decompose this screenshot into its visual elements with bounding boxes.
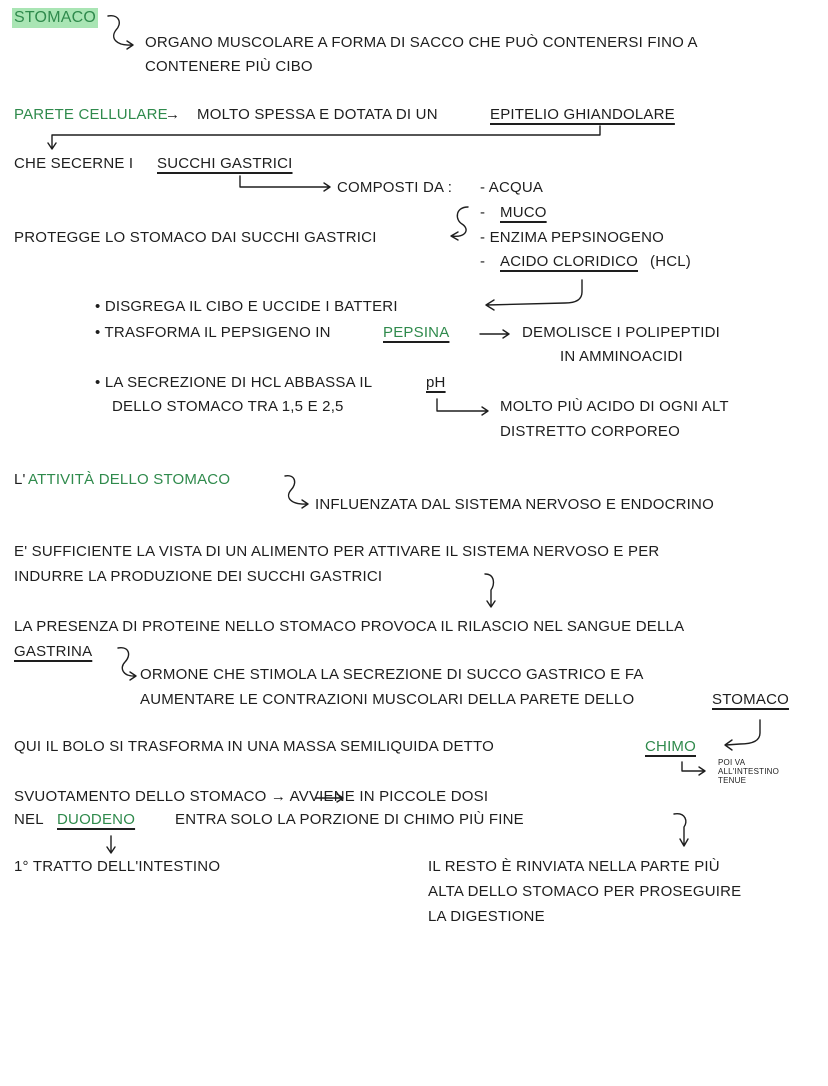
nervous-down-arrow-icon — [485, 574, 495, 607]
emptying-text: SVUOTAMENTO DELLO STOMACO → AVVIENE IN PICCOLE DOSI — [14, 788, 489, 805]
duodenum-note: 1° TRATTO DELL'INTESTINO — [14, 858, 221, 875]
duodenum-text: ENTRA SOLO LA PORZIONE DI CHIMO PIÙ FINE — [175, 811, 524, 828]
gastric-juices: SUCCHI GASTRICI — [157, 155, 293, 172]
component-acid-dash: - — [480, 253, 486, 270]
gastrin-curved-arrow-icon — [118, 648, 136, 680]
rest-line-1: IL RESTO È RINVIATA NELLA PARTE PIÙ — [428, 858, 720, 875]
effect-3-result-2: DISTRETTO CORPOREO — [500, 423, 681, 440]
wall-epithelium: EPITELIO GHIANDOLARE — [490, 106, 675, 123]
wall-arrow: → — [165, 106, 181, 123]
chyme-note-3: TENUE — [718, 776, 747, 785]
wall-text: MOLTO SPESSA E DOTATA DI UN — [197, 106, 438, 123]
chyme-note-2: ALL'INTESTINO — [718, 767, 780, 776]
effect-2-pepsina: PEPSINA — [383, 324, 450, 341]
chyme-term: CHIMO — [645, 738, 696, 755]
gastrin-term: GASTRINA — [14, 643, 93, 660]
protects-text: PROTEGGE LO STOMACO DAI SUCCHI GASTRICI — [14, 229, 377, 246]
component-acid-formula: (HCL) — [650, 253, 691, 270]
rest-line-2: ALTA DELLO STOMACO PER PROSEGUIRE — [428, 883, 742, 900]
duodenum-prefix: NEL — [14, 811, 44, 828]
page-title: STOMACO — [14, 9, 97, 26]
component-water: - ACQUA — [480, 179, 544, 196]
definition-line-2: CONTENERE PIÙ CIBO — [145, 58, 313, 75]
effect-3-ph: pH — [426, 374, 446, 391]
wall-label: PARETE CELLULARE — [14, 106, 168, 123]
gastrin-line-2: AUMENTARE LE CONTRAZIONI MUSCOLARI DELLA PARETE DELLO — [140, 691, 635, 708]
gastrin-stomach: STOMACO — [712, 691, 789, 708]
effect-2: • TRASFORMA IL PEPSIGENO IN — [95, 324, 331, 341]
composed-hook-arrow-icon — [240, 176, 330, 191]
effect-1: • DISGREGA IL CIBO E UCCIDE I BATTERI — [95, 298, 398, 315]
activity-text: INFLUENZATA DAL SISTEMA NERVOSO E ENDOCRINO — [315, 496, 714, 513]
nervous-line-1: E' SUFFICIENTE LA VISTA DI UN ALIMENTO PER ATTIVARE IL SISTEMA NERVOSO E PER — [14, 543, 660, 560]
gastrin-line-1: ORMONE CHE STIMOLA LA SECREZIONE DI SUCCO GASTRICO E FA — [140, 666, 644, 683]
activity-prefix: L' — [14, 471, 26, 488]
component-acid: ACIDO CLORIDICO — [500, 253, 639, 270]
effect-3-result-1: MOLTO PIÙ ACIDO DI OGNI ALT — [500, 398, 729, 415]
activity-label: ATTIVITÀ DELLO STOMACO — [28, 471, 231, 488]
definition-line-1: ORGANO MUSCOLARE A FORMA DI SACCO CHE PUÒ CONTENERSI FINO A — [145, 34, 698, 51]
effect-2-result-1: DEMOLISCE I POLIPEPTIDI — [522, 324, 720, 341]
pepsina-arrow-icon — [480, 330, 509, 338]
stomach-to-chyme-arrow-icon — [725, 720, 760, 750]
component-enzyme: - ENZIMA PEPSINOGENO — [480, 229, 665, 246]
chyme-text: QUI IL BOLO SI TRASFORMA IN UNA MASSA SEMILIQUIDA DETTO — [14, 738, 494, 755]
acid-to-effects-arrow-icon — [486, 280, 582, 310]
secretes-text: CHE SECERNE I — [14, 155, 134, 172]
wall-to-secretes-arrow-icon — [48, 126, 600, 149]
ph-hook-arrow-icon — [437, 399, 488, 415]
effect-3: • LA SECREZIONE DI HCL ABBASSA IL — [95, 374, 373, 391]
title-curved-arrow-icon — [108, 16, 133, 49]
proteins-text: LA PRESENZA DI PROTEINE NELLO STOMACO PROVOCA IL RILASCIO NEL SANGUE DELLA — [14, 618, 685, 635]
component-mucus: MUCO — [500, 204, 547, 221]
component-mucus-dash: - — [480, 204, 486, 221]
duodenum-down-arrow-icon — [107, 836, 115, 853]
chyme-to-intestine-arrow-icon — [682, 762, 705, 775]
rest-line-3: LA DIGESTIONE — [428, 908, 545, 925]
activity-curved-arrow-icon — [285, 476, 308, 508]
effect-3-line-2: DELLO STOMACO TRA 1,5 E 2,5 — [112, 398, 344, 415]
nervous-line-2: INDURRE LA PRODUZIONE DEI SUCCHI GASTRICI — [14, 568, 383, 585]
fine-bracket-arrow-icon — [674, 814, 688, 846]
duodenum-term: DUODENO — [57, 811, 136, 828]
muco-s-bracket-icon — [451, 207, 468, 240]
chyme-note-1: POI VA — [718, 758, 746, 767]
composed-label: COMPOSTI DA : — [337, 179, 453, 196]
effect-2-result-2: IN AMMINOACIDI — [560, 348, 683, 365]
